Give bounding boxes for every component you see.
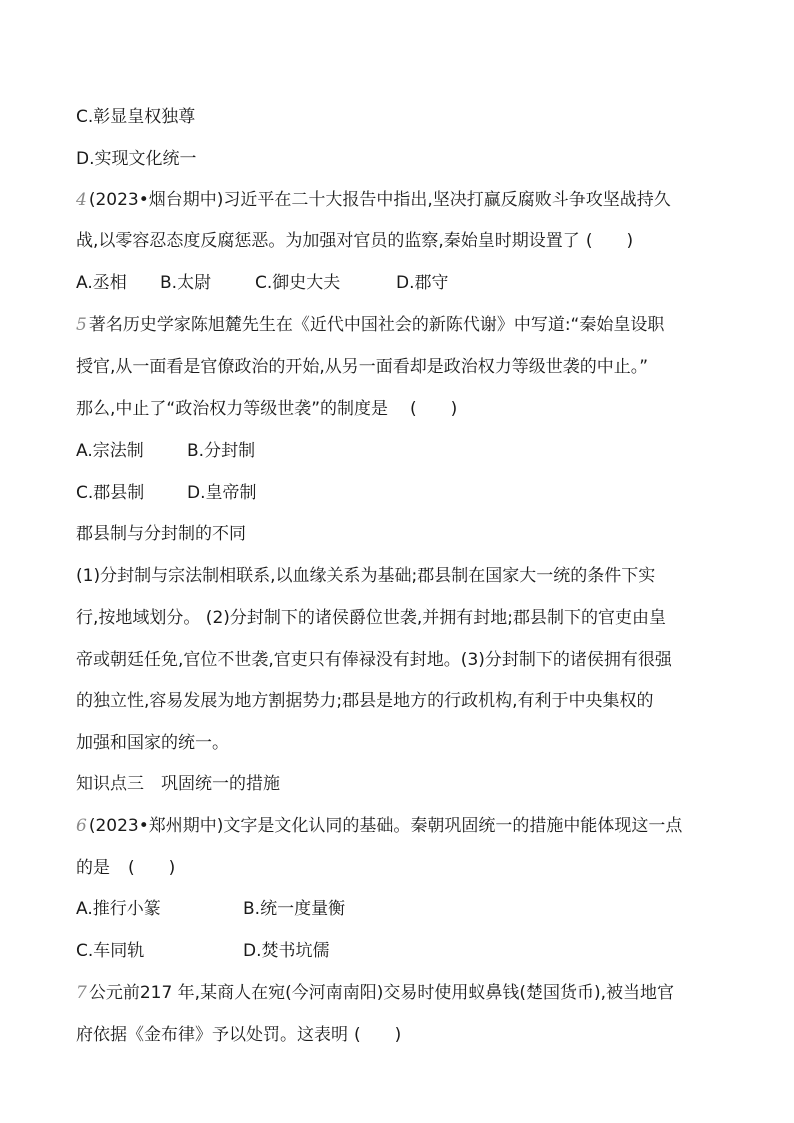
answer-bracket: ( ) (410, 399, 458, 419)
question-text: 战,以零容忍态度反腐惩恶。为加强对官员的监察,秦始皇时期设置了 (76, 231, 580, 251)
question-5-options-cd (76, 482, 726, 504)
question-number: 4 (76, 190, 87, 210)
option-a: A.丞相 (76, 273, 127, 293)
note-line-2: 行,按地域划分。 (2)分封制下的诸侯爵位世袭,并拥有封地;郡县制下的官吏由皇 (76, 608, 667, 628)
note-line-5: 加强和国家的统一。 (76, 733, 229, 753)
option-c: C.御史大夫 (255, 273, 341, 293)
option-b: B.分封制 (187, 441, 256, 461)
option-d: D.焚书坑儒 (243, 941, 330, 961)
note-line-1: (1)分封制与宗法制相联系,以血缘关系为基础;郡县制在国家大一统的条件下实 (76, 566, 656, 586)
question-4-options (76, 272, 726, 294)
option-d: D.皇帝制 (187, 483, 257, 503)
section-heading: 知识点三 巩固统一的措施 (76, 774, 280, 794)
answer-bracket: ( ) (585, 231, 634, 251)
question-5-line-3 (76, 398, 726, 420)
question-5-line-2: 授官,从一面看是官僚政治的开始,从另一面看却是政治权力等级世袭的中止。” (76, 357, 649, 377)
question-7-line-1 (76, 982, 726, 1004)
option-a: A.推行小篆 (76, 899, 161, 919)
question-6-line-2 (76, 857, 726, 879)
question-text: (2023•烟台期中)习近平在二十大报告中指出,坚决打赢反腐败斗争攻坚战持久 (88, 190, 671, 210)
option-b: B.太尉 (160, 273, 212, 293)
note-title: 郡县制与分封制的不同 (76, 524, 246, 544)
option-c: C.郡县制 (76, 483, 145, 503)
question-text: (2023•郑州期中)文字是文化认同的基础。秦朝巩固统一的措施中能体现这一点 (88, 816, 683, 836)
question-4-line-1 (76, 189, 726, 211)
option-b: B.统一度量衡 (243, 899, 346, 919)
question-6-line-1 (76, 815, 726, 837)
option-d: D.实现文化统一 (76, 149, 197, 169)
question-text: 的是 (76, 858, 110, 878)
question-text: 府依据《金布律》予以处罚。这表明 (76, 1025, 348, 1045)
question-text: 那么,中止了“政治权力等级世袭”的制度是 (76, 399, 389, 419)
question-6-options-cd (76, 940, 726, 962)
question-5-line-1 (76, 314, 726, 336)
question-7-line-2 (76, 1024, 726, 1046)
question-6-options-ab (76, 898, 726, 920)
question-text: 著名历史学家陈旭麓先生在《近代中国社会的新陈代谢》中写道:“秦始皇设职 (88, 315, 665, 335)
question-number: 6 (76, 816, 87, 836)
question-text: 公元前217 年,某商人在宛(今河南南阳)交易时使用蚁鼻钱(楚国货币),被当地官 (88, 983, 675, 1003)
answer-bracket: ( ) (354, 1025, 402, 1045)
note-line-3: 帝或朝廷任免,官位不世袭,官吏只有俸禄没有封地。(3)分封制下的诸侯拥有很强 (76, 650, 672, 670)
question-5-options-ab (76, 440, 726, 462)
option-d: D.郡守 (396, 273, 449, 293)
option-a: A.宗法制 (76, 441, 144, 461)
question-number: 7 (76, 983, 87, 1003)
option-c: C.彰显皇权独尊 (76, 107, 196, 127)
question-number: 5 (76, 315, 87, 335)
question-4-line-2 (76, 230, 726, 252)
note-line-4: 的独立性,容易发展为地方割据势力;郡县是地方的行政机构,有利于中央集权的 (76, 691, 654, 711)
option-c: C.车同轨 (76, 941, 145, 961)
answer-bracket: ( ) (128, 858, 176, 878)
